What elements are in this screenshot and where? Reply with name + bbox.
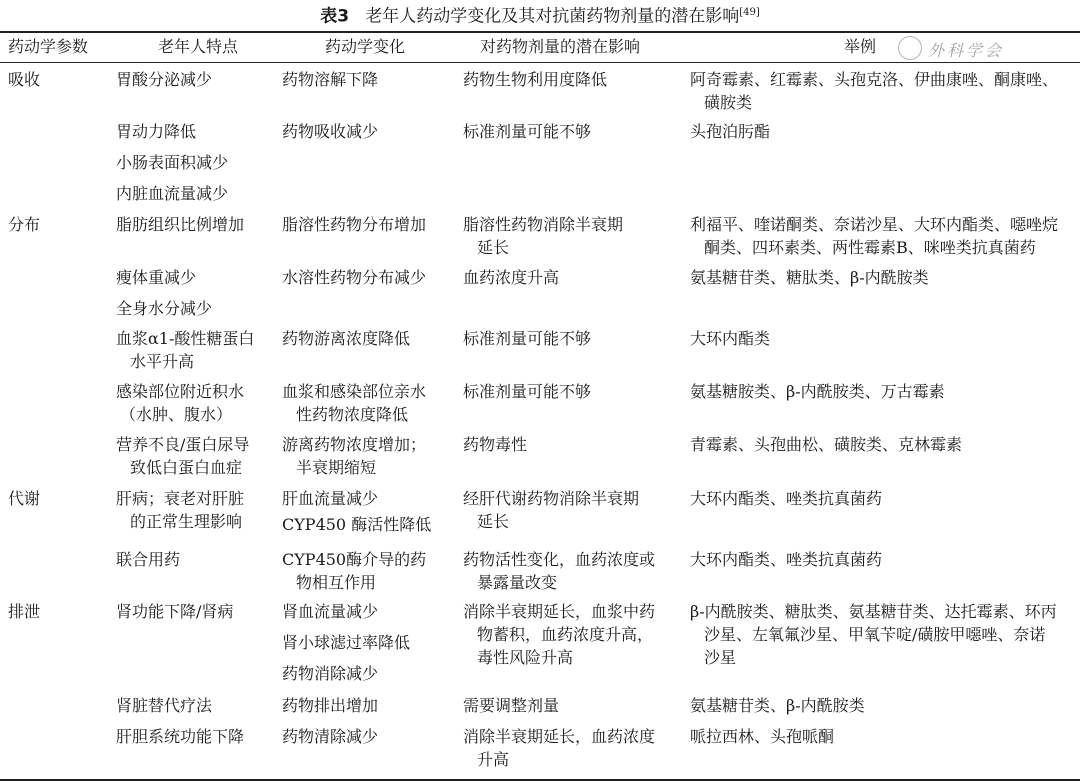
- cell-line: 暴露量改变: [477, 573, 558, 592]
- table-row-cell: [463, 725, 655, 771]
- cell-line: 延长: [477, 238, 510, 257]
- table-row-cell: [282, 487, 431, 536]
- cell-line: 半衰期缩短: [296, 458, 377, 477]
- cell-line: 升高: [477, 750, 510, 769]
- bottom-rule: [0, 779, 1080, 781]
- cell-line: 游离药物浓度增加；: [282, 435, 427, 454]
- table-row-cell: 药物游离浓度降低: [282, 329, 411, 348]
- table-caption: 老年人药动学变化及其对抗菌药物剂量的潜在影响: [365, 6, 740, 27]
- cell-line: 肝血流量减少: [282, 489, 379, 508]
- watermark-seal-icon: [898, 36, 922, 60]
- cell-line: 感染部位附近积水: [116, 382, 245, 401]
- table-row-cell: 水溶性药物分布减少: [282, 268, 427, 287]
- table-row-cell: 大环内酯类: [690, 329, 771, 348]
- cell-line: 沙星: [704, 648, 737, 667]
- table-row-cell: [282, 600, 410, 685]
- table-row-cell: 胃动力降低: [116, 122, 197, 141]
- citation-ref: [49]: [739, 7, 760, 18]
- table-row-cell: 瘦体重减少: [116, 268, 197, 287]
- cell-line: 肾血流量减少: [282, 602, 379, 621]
- table-row-cell: 需要调整剂量: [463, 696, 560, 715]
- table-row-cell: 氨基糖苷类、糖肽类、β-内酰胺类: [690, 268, 929, 287]
- cell-line: 肝病；衰老对肝脏: [116, 489, 245, 508]
- table-row-cell: 药物排出增加: [282, 696, 379, 715]
- table-row-cell: [690, 213, 1058, 259]
- cell-line: 物蓄积，血药浓度升高，: [477, 625, 654, 644]
- table-row-cell: 内脏血流量减少: [116, 184, 229, 203]
- table-row-cell: 脂溶性药物分布增加: [282, 215, 427, 234]
- cell-line: 药物消除减少: [282, 664, 379, 683]
- table-row-cell: 药物溶解下降: [282, 70, 379, 89]
- table-row-cell: 肾功能下降/肾病: [116, 602, 234, 621]
- table-row-cell: 脂肪组织比例增加: [116, 215, 245, 234]
- table-row-cell: [463, 600, 655, 669]
- table-row-cell: 氨基糖苷类、β-内酰胺类: [690, 696, 865, 715]
- table-row-cell: 大环内酯类、唑类抗真菌药: [690, 489, 883, 508]
- table-row-cell: 药物清除减少: [282, 727, 379, 746]
- cell-line: 的正常生理影响: [130, 512, 243, 531]
- table-row-cell: 大环内酯类、唑类抗真菌药: [690, 550, 883, 569]
- cell-line: 沙星、左氧氟沙星、甲氧苄啶/磺胺甲噁唑、奈诺: [704, 625, 1046, 644]
- table-row-cell: 全身水分减少: [116, 299, 213, 318]
- table-row-cell: 联合用药: [116, 550, 181, 569]
- cell-line: 物相互作用: [296, 573, 377, 592]
- header-impact: 对药物剂量的潜在影响: [479, 37, 640, 56]
- table-row-cell: [116, 487, 244, 533]
- table-row-cell: 小肠表面积减少: [116, 153, 229, 172]
- cell-line: 消除半衰期延长，血药浓度: [463, 727, 656, 746]
- cell-line: 血浆α1-酸性糖蛋白: [116, 329, 255, 348]
- table-row-cell: [463, 487, 639, 533]
- cell-line: 酮类、四环素类、两性霉素B、咪唑类抗真菌药: [704, 238, 1036, 257]
- cell-line: 消除半衰期延长，血浆中药: [463, 602, 656, 621]
- table-row-cell: [116, 380, 244, 426]
- cell-line: 经肝代谢药物消除半衰期: [463, 489, 640, 508]
- section-distribution: 分布: [8, 215, 41, 234]
- table-number: 表3: [320, 6, 350, 27]
- cell-line: 血浆和感染部位亲水: [282, 382, 427, 401]
- table-row-cell: 标准剂量可能不够: [463, 382, 592, 401]
- table-row-cell: [282, 380, 426, 426]
- cell-line: CYP450 酶活性降低: [282, 515, 432, 534]
- cell-line: 磺胺类: [704, 93, 753, 112]
- watermark: 外科学会: [928, 41, 1005, 60]
- section-absorption: 吸收: [8, 70, 41, 89]
- table-row-cell: 肾脏替代疗法: [116, 696, 213, 715]
- cell-line: 水平升高: [130, 352, 195, 371]
- cell-line: β-内酰胺类、糖肽类、氨基糖苷类、达托霉素、环丙: [690, 602, 1057, 621]
- table-row-cell: [282, 433, 426, 479]
- cell-line: （水肿、腹水）: [120, 405, 233, 424]
- table-row-cell: 药物吸收减少: [282, 122, 379, 141]
- table-row-cell: [463, 548, 655, 594]
- table-row-cell: [116, 327, 254, 373]
- header-param: 药动学参数: [8, 37, 89, 56]
- cell-line: 营养不良/蛋白尿导: [116, 435, 250, 454]
- cell-line: 药物活性变化，血药浓度或: [463, 550, 656, 569]
- cell-line: 脂溶性药物消除半衰期: [463, 215, 624, 234]
- table-row-cell: 药物毒性: [463, 435, 528, 454]
- cell-line: 致低白蛋白血症: [130, 458, 243, 477]
- cell-line: CYP450酶介导的药: [282, 550, 427, 569]
- cell-line: 肾小球滤过率降低: [282, 633, 411, 652]
- table-row-cell: 氨基糖胺类、β-内酰胺类、万古霉素: [690, 382, 945, 401]
- table-row-cell: 标准剂量可能不够: [463, 329, 592, 348]
- header-elderly: 老年人特点: [157, 37, 238, 56]
- table-row-cell: [690, 68, 1058, 114]
- cell-line: 延长: [477, 512, 510, 531]
- table-row-cell: [282, 548, 426, 594]
- table-row-cell: 胃酸分泌减少: [116, 70, 213, 89]
- header-rule: [0, 62, 1080, 63]
- cell-line: 性药物浓度降低: [296, 405, 409, 424]
- table-row-cell: [116, 433, 249, 479]
- cell-line: 阿奇霉素、红霉素、头孢克洛、伊曲康唑、酮康唑、: [690, 70, 1059, 89]
- table-row-cell: 血药浓度升高: [463, 268, 560, 287]
- section-metabolism: 代谢: [8, 489, 41, 508]
- cell-line: 利福平、喹诺酮类、奈诺沙星、大环内酯类、噁唑烷: [690, 215, 1059, 234]
- top-rule: [0, 31, 1080, 33]
- table-row-cell: 青霉素、头孢曲松、磺胺类、克林霉素: [690, 435, 963, 454]
- cell-line: 毒性风险升高: [477, 648, 574, 667]
- table-row-cell: 哌拉西林、头孢哌酮: [690, 727, 835, 746]
- section-excretion: 排泄: [8, 602, 41, 621]
- table-row-cell: 药物生物利用度降低: [463, 70, 608, 89]
- table-row-cell: [690, 600, 1057, 669]
- table-row-cell: 标准剂量可能不够: [463, 122, 592, 141]
- table-row-cell: [463, 213, 623, 259]
- header-change: 药动学变化: [324, 37, 405, 56]
- table-title: [0, 2, 1080, 28]
- header-examples: 举例: [843, 37, 876, 56]
- table-row-cell: 肝胆系统功能下降: [116, 727, 245, 746]
- table-row-cell: 头孢泊肟酯: [690, 122, 771, 141]
